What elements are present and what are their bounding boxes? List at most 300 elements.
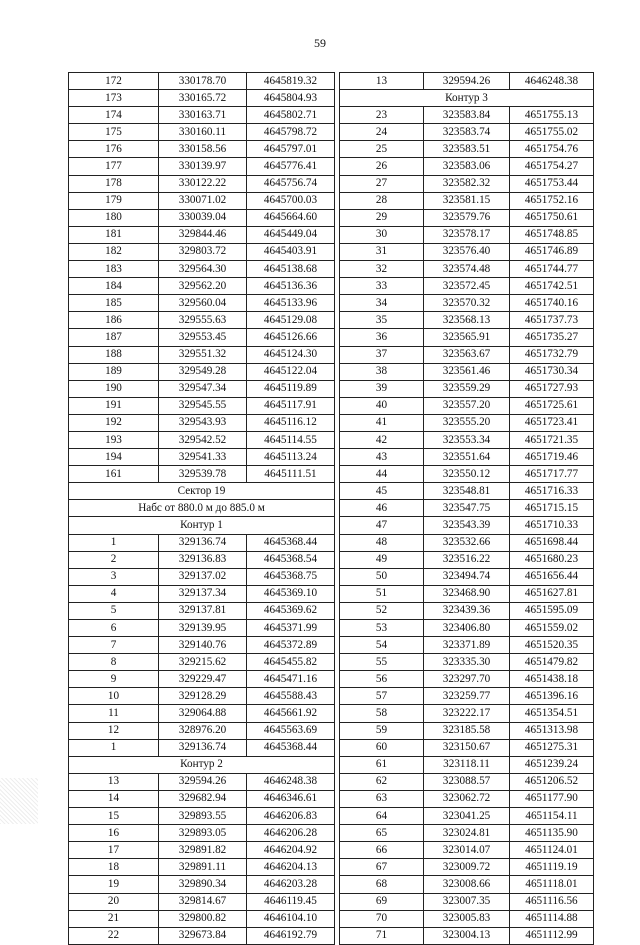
table-row [69, 158, 335, 175]
section-header: Контур 3 [340, 90, 594, 107]
x-coordinate-cell: 323555.20 [424, 414, 510, 431]
point-number-cell: 191 [69, 397, 159, 414]
point-number-cell: 49 [340, 551, 424, 568]
x-coordinate-cell: 330178.70 [159, 73, 247, 90]
table-row [340, 893, 594, 910]
point-number-cell: 58 [340, 705, 424, 722]
point-number-cell: 27 [340, 175, 424, 192]
y-coordinate-cell: 4651748.85 [510, 226, 594, 243]
x-coordinate-cell: 330163.71 [159, 107, 247, 124]
table-row [69, 842, 335, 859]
x-coordinate-cell: 323007.35 [424, 893, 510, 910]
table-row [69, 722, 335, 739]
y-coordinate-cell: 4651740.16 [510, 295, 594, 312]
y-coordinate-cell: 4645797.01 [247, 141, 335, 158]
point-number-cell: 54 [340, 637, 424, 654]
y-coordinate-cell: 4651719.46 [510, 449, 594, 466]
x-coordinate-cell: 330165.72 [159, 90, 247, 107]
x-coordinate-cell: 329551.32 [159, 346, 247, 363]
table-row [340, 585, 594, 602]
point-number-cell: 48 [340, 534, 424, 551]
table-row [340, 363, 594, 380]
y-coordinate-cell: 4645449.04 [247, 226, 335, 243]
point-number-cell: 175 [69, 124, 159, 141]
table-row [340, 722, 594, 739]
y-coordinate-cell: 4651118.01 [510, 876, 594, 893]
point-number-cell: 2 [69, 551, 159, 568]
y-coordinate-cell: 4645664.60 [247, 209, 335, 226]
point-number-cell: 193 [69, 431, 159, 448]
table-row [340, 278, 594, 295]
x-coordinate-cell: 329542.52 [159, 431, 247, 448]
y-coordinate-cell: 4651354.51 [510, 705, 594, 722]
y-coordinate-cell: 4645138.68 [247, 261, 335, 278]
x-coordinate-cell: 323024.81 [424, 825, 510, 842]
table-row [69, 380, 335, 397]
y-coordinate-cell: 4651559.02 [510, 620, 594, 637]
x-coordinate-cell: 323222.17 [424, 705, 510, 722]
x-coordinate-cell: 323008.66 [424, 876, 510, 893]
table-row [69, 551, 335, 568]
point-number-cell: 56 [340, 671, 424, 688]
section-header: Набс от 880.0 м до 885.0 м [69, 500, 335, 517]
coordinates-table-right-body [340, 73, 594, 945]
point-number-cell: 26 [340, 158, 424, 175]
y-coordinate-cell: 4651710.33 [510, 517, 594, 534]
x-coordinate-cell: 323559.29 [424, 380, 510, 397]
table-row [340, 688, 594, 705]
point-number-cell: 42 [340, 431, 424, 448]
point-number-cell: 188 [69, 346, 159, 363]
y-coordinate-cell: 4651479.82 [510, 654, 594, 671]
x-coordinate-cell: 323259.77 [424, 688, 510, 705]
y-coordinate-cell: 4645563.69 [247, 722, 335, 739]
point-number-cell: 13 [340, 73, 424, 90]
table-row [69, 876, 335, 893]
section-header-row [340, 90, 594, 107]
y-coordinate-cell: 4651112.99 [510, 927, 594, 944]
y-coordinate-cell: 4645368.44 [247, 534, 335, 551]
table-row [340, 73, 594, 90]
point-number-cell: 43 [340, 449, 424, 466]
point-number-cell: 55 [340, 654, 424, 671]
point-number-cell: 47 [340, 517, 424, 534]
point-number-cell: 39 [340, 380, 424, 397]
table-row [340, 346, 594, 363]
section-header-row [69, 517, 335, 534]
point-number-cell: 25 [340, 141, 424, 158]
point-number-cell: 184 [69, 278, 159, 295]
point-number-cell: 45 [340, 483, 424, 500]
table-row [340, 414, 594, 431]
point-number-cell: 16 [69, 825, 159, 842]
y-coordinate-cell: 4651723.41 [510, 414, 594, 431]
point-number-cell: 161 [69, 466, 159, 483]
table-row [340, 654, 594, 671]
point-number-cell: 57 [340, 688, 424, 705]
point-number-cell: 40 [340, 397, 424, 414]
y-coordinate-cell: 4651114.88 [510, 910, 594, 927]
point-number-cell: 30 [340, 226, 424, 243]
x-coordinate-cell: 330139.97 [159, 158, 247, 175]
x-coordinate-cell: 329539.78 [159, 466, 247, 483]
y-coordinate-cell: 4645661.92 [247, 705, 335, 722]
y-coordinate-cell: 4645471.16 [247, 671, 335, 688]
x-coordinate-cell: 329564.30 [159, 261, 247, 278]
table-row [69, 209, 335, 226]
y-coordinate-cell: 4651755.13 [510, 107, 594, 124]
section-header-row [69, 483, 335, 500]
table-row [340, 637, 594, 654]
x-coordinate-cell: 330160.11 [159, 124, 247, 141]
x-coordinate-cell: 329137.34 [159, 585, 247, 602]
x-coordinate-cell: 323468.90 [424, 585, 510, 602]
y-coordinate-cell: 4645124.30 [247, 346, 335, 363]
y-coordinate-cell: 4651717.77 [510, 466, 594, 483]
x-coordinate-cell: 328976.20 [159, 722, 247, 739]
y-coordinate-cell: 4646206.28 [247, 825, 335, 842]
table-row [340, 243, 594, 260]
table-row [69, 773, 335, 790]
x-coordinate-cell: 323572.45 [424, 278, 510, 295]
point-number-cell: 24 [340, 124, 424, 141]
table-row [69, 90, 335, 107]
y-coordinate-cell: 4651715.15 [510, 500, 594, 517]
point-number-cell: 69 [340, 893, 424, 910]
table-row [69, 825, 335, 842]
table-row [340, 671, 594, 688]
point-number-cell: 181 [69, 226, 159, 243]
point-number-cell: 176 [69, 141, 159, 158]
y-coordinate-cell: 4646248.38 [247, 773, 335, 790]
y-coordinate-cell: 4646119.45 [247, 893, 335, 910]
x-coordinate-cell: 323578.17 [424, 226, 510, 243]
table-row [69, 910, 335, 927]
x-coordinate-cell: 329553.45 [159, 329, 247, 346]
y-coordinate-cell: 4646204.13 [247, 859, 335, 876]
x-coordinate-cell: 329215.62 [159, 654, 247, 671]
table-row [340, 927, 594, 944]
x-coordinate-cell: 323118.11 [424, 756, 510, 773]
y-coordinate-cell: 4645113.24 [247, 449, 335, 466]
y-coordinate-cell: 4646206.83 [247, 808, 335, 825]
y-coordinate-cell: 4651438.18 [510, 671, 594, 688]
y-coordinate-cell: 4645776.41 [247, 158, 335, 175]
point-number-cell: 28 [340, 192, 424, 209]
y-coordinate-cell: 4645371.99 [247, 620, 335, 637]
y-coordinate-cell: 4651595.09 [510, 602, 594, 619]
table-row [69, 739, 335, 756]
table-row [340, 449, 594, 466]
table-row [69, 278, 335, 295]
table-row [69, 124, 335, 141]
y-coordinate-cell: 4645700.03 [247, 192, 335, 209]
x-coordinate-cell: 323532.66 [424, 534, 510, 551]
x-coordinate-cell: 329594.26 [159, 773, 247, 790]
point-number-cell: 22 [69, 927, 159, 944]
x-coordinate-cell: 323494.74 [424, 568, 510, 585]
y-coordinate-cell: 4651755.02 [510, 124, 594, 141]
table-row [69, 346, 335, 363]
point-number-cell: 44 [340, 466, 424, 483]
y-coordinate-cell: 4645819.32 [247, 73, 335, 90]
point-number-cell: 1 [69, 739, 159, 756]
x-coordinate-cell: 329545.55 [159, 397, 247, 414]
x-coordinate-cell: 329139.95 [159, 620, 247, 637]
table-row [340, 808, 594, 825]
x-coordinate-cell: 329673.84 [159, 927, 247, 944]
point-number-cell: 61 [340, 756, 424, 773]
point-number-cell: 52 [340, 602, 424, 619]
y-coordinate-cell: 4645372.89 [247, 637, 335, 654]
x-coordinate-cell: 329814.67 [159, 893, 247, 910]
point-number-cell: 71 [340, 927, 424, 944]
x-coordinate-cell: 323574.48 [424, 261, 510, 278]
x-coordinate-cell: 323004.13 [424, 927, 510, 944]
point-number-cell: 34 [340, 295, 424, 312]
y-coordinate-cell: 4645133.96 [247, 295, 335, 312]
y-coordinate-cell: 4645136.36 [247, 278, 335, 295]
table-row [69, 790, 335, 807]
x-coordinate-cell: 323579.76 [424, 209, 510, 226]
table-row [340, 483, 594, 500]
table-row [69, 175, 335, 192]
x-coordinate-cell: 323335.30 [424, 654, 510, 671]
section-header-row [69, 500, 335, 517]
table-row [340, 842, 594, 859]
table-row [69, 261, 335, 278]
point-number-cell: 174 [69, 107, 159, 124]
x-coordinate-cell: 329562.20 [159, 278, 247, 295]
y-coordinate-cell: 4651135.90 [510, 825, 594, 842]
x-coordinate-cell: 329549.28 [159, 363, 247, 380]
x-coordinate-cell: 323062.72 [424, 790, 510, 807]
table-row [340, 380, 594, 397]
x-coordinate-cell: 323185.58 [424, 722, 510, 739]
point-number-cell: 18 [69, 859, 159, 876]
y-coordinate-cell: 4645798.72 [247, 124, 335, 141]
x-coordinate-cell: 330122.22 [159, 175, 247, 192]
x-coordinate-cell: 323088.57 [424, 773, 510, 790]
x-coordinate-cell: 323557.20 [424, 397, 510, 414]
x-coordinate-cell: 323547.75 [424, 500, 510, 517]
y-coordinate-cell: 4646104.10 [247, 910, 335, 927]
y-coordinate-cell: 4645129.08 [247, 312, 335, 329]
point-number-cell: 50 [340, 568, 424, 585]
table-row [340, 226, 594, 243]
y-coordinate-cell: 4645588.43 [247, 688, 335, 705]
y-coordinate-cell: 4645116.12 [247, 414, 335, 431]
y-coordinate-cell: 4645122.04 [247, 363, 335, 380]
y-coordinate-cell: 4651725.61 [510, 397, 594, 414]
x-coordinate-cell: 330039.04 [159, 209, 247, 226]
table-row [69, 466, 335, 483]
y-coordinate-cell: 4651698.44 [510, 534, 594, 551]
section-header: Контур 1 [69, 517, 335, 534]
y-coordinate-cell: 4645368.54 [247, 551, 335, 568]
table-row [69, 73, 335, 90]
scan-artifact [0, 778, 38, 824]
point-number-cell: 20 [69, 893, 159, 910]
page-number: 59 [314, 36, 326, 50]
y-coordinate-cell: 4645369.10 [247, 585, 335, 602]
table-row [340, 790, 594, 807]
x-coordinate-cell: 323297.70 [424, 671, 510, 688]
y-coordinate-cell: 4651721.35 [510, 431, 594, 448]
point-number-cell: 186 [69, 312, 159, 329]
x-coordinate-cell: 323565.91 [424, 329, 510, 346]
table-row [69, 243, 335, 260]
y-coordinate-cell: 4651239.24 [510, 756, 594, 773]
coordinates-table-right [339, 72, 594, 945]
point-number-cell: 65 [340, 825, 424, 842]
y-coordinate-cell: 4645117.91 [247, 397, 335, 414]
table-row [69, 431, 335, 448]
point-number-cell: 182 [69, 243, 159, 260]
point-number-cell: 36 [340, 329, 424, 346]
section-header: Сектор 19 [69, 483, 335, 500]
y-coordinate-cell: 4651656.44 [510, 568, 594, 585]
x-coordinate-cell: 329541.33 [159, 449, 247, 466]
point-number-cell: 59 [340, 722, 424, 739]
y-coordinate-cell: 4651716.33 [510, 483, 594, 500]
y-coordinate-cell: 4651752.16 [510, 192, 594, 209]
point-number-cell: 10 [69, 688, 159, 705]
point-number-cell: 33 [340, 278, 424, 295]
point-number-cell: 187 [69, 329, 159, 346]
x-coordinate-cell: 323581.15 [424, 192, 510, 209]
point-number-cell: 53 [340, 620, 424, 637]
point-number-cell: 3 [69, 568, 159, 585]
x-coordinate-cell: 323583.06 [424, 158, 510, 175]
x-coordinate-cell: 329844.46 [159, 226, 247, 243]
x-coordinate-cell: 330158.56 [159, 141, 247, 158]
table-row [69, 107, 335, 124]
point-number-cell: 1 [69, 534, 159, 551]
table-row [340, 534, 594, 551]
x-coordinate-cell: 329140.76 [159, 637, 247, 654]
x-coordinate-cell: 323583.51 [424, 141, 510, 158]
point-number-cell: 46 [340, 500, 424, 517]
y-coordinate-cell: 4645455.82 [247, 654, 335, 671]
x-coordinate-cell: 323005.83 [424, 910, 510, 927]
table-row [340, 825, 594, 842]
table-row [69, 192, 335, 209]
point-number-cell: 4 [69, 585, 159, 602]
table-row [69, 585, 335, 602]
table-row [69, 363, 335, 380]
y-coordinate-cell: 4651754.76 [510, 141, 594, 158]
x-coordinate-cell: 329547.34 [159, 380, 247, 397]
table-row [69, 397, 335, 414]
point-number-cell: 31 [340, 243, 424, 260]
table-row [69, 329, 335, 346]
table-row [340, 551, 594, 568]
x-coordinate-cell: 323568.13 [424, 312, 510, 329]
y-coordinate-cell: 4651177.90 [510, 790, 594, 807]
table-row [340, 500, 594, 517]
x-coordinate-cell: 323406.80 [424, 620, 510, 637]
point-number-cell: 63 [340, 790, 424, 807]
point-number-cell: 194 [69, 449, 159, 466]
point-number-cell: 180 [69, 209, 159, 226]
x-coordinate-cell: 323548.81 [424, 483, 510, 500]
x-coordinate-cell: 323543.39 [424, 517, 510, 534]
x-coordinate-cell: 329137.02 [159, 568, 247, 585]
y-coordinate-cell: 4645368.75 [247, 568, 335, 585]
table-row [69, 295, 335, 312]
x-coordinate-cell: 323583.74 [424, 124, 510, 141]
point-number-cell: 51 [340, 585, 424, 602]
table-row [340, 568, 594, 585]
point-number-cell: 189 [69, 363, 159, 380]
table-row [340, 192, 594, 209]
table-row [69, 414, 335, 431]
x-coordinate-cell: 329128.29 [159, 688, 247, 705]
table-row [340, 859, 594, 876]
y-coordinate-cell: 4645756.74 [247, 175, 335, 192]
point-number-cell: 21 [69, 910, 159, 927]
point-number-cell: 172 [69, 73, 159, 90]
table-row [69, 637, 335, 654]
section-header: Контур 2 [69, 756, 335, 773]
point-number-cell: 68 [340, 876, 424, 893]
x-coordinate-cell: 329560.04 [159, 295, 247, 312]
table-row [340, 756, 594, 773]
table-row [69, 449, 335, 466]
point-number-cell: 13 [69, 773, 159, 790]
table-row [69, 927, 335, 944]
x-coordinate-cell: 329803.72 [159, 243, 247, 260]
x-coordinate-cell: 323576.40 [424, 243, 510, 260]
table-row [340, 295, 594, 312]
table-row [69, 312, 335, 329]
table-row [69, 534, 335, 551]
point-number-cell: 173 [69, 90, 159, 107]
table-row [69, 688, 335, 705]
section-header-row [69, 756, 335, 773]
point-number-cell: 179 [69, 192, 159, 209]
point-number-cell: 60 [340, 739, 424, 756]
x-coordinate-cell: 323439.36 [424, 602, 510, 619]
y-coordinate-cell: 4651680.23 [510, 551, 594, 568]
table-row [340, 329, 594, 346]
point-number-cell: 14 [69, 790, 159, 807]
y-coordinate-cell: 4651750.61 [510, 209, 594, 226]
x-coordinate-cell: 323553.34 [424, 431, 510, 448]
y-coordinate-cell: 4651744.77 [510, 261, 594, 278]
table-row [340, 739, 594, 756]
y-coordinate-cell: 4646203.28 [247, 876, 335, 893]
table-row [69, 671, 335, 688]
table-row [69, 808, 335, 825]
point-number-cell: 23 [340, 107, 424, 124]
table-row [340, 209, 594, 226]
x-coordinate-cell: 323371.89 [424, 637, 510, 654]
point-number-cell: 178 [69, 175, 159, 192]
point-number-cell: 15 [69, 808, 159, 825]
point-number-cell: 66 [340, 842, 424, 859]
y-coordinate-cell: 4646192.79 [247, 927, 335, 944]
x-coordinate-cell: 329555.63 [159, 312, 247, 329]
x-coordinate-cell: 329893.05 [159, 825, 247, 842]
table-row [69, 705, 335, 722]
table-row [69, 602, 335, 619]
y-coordinate-cell: 4651735.27 [510, 329, 594, 346]
x-coordinate-cell: 329800.82 [159, 910, 247, 927]
point-number-cell: 41 [340, 414, 424, 431]
table-row [69, 141, 335, 158]
